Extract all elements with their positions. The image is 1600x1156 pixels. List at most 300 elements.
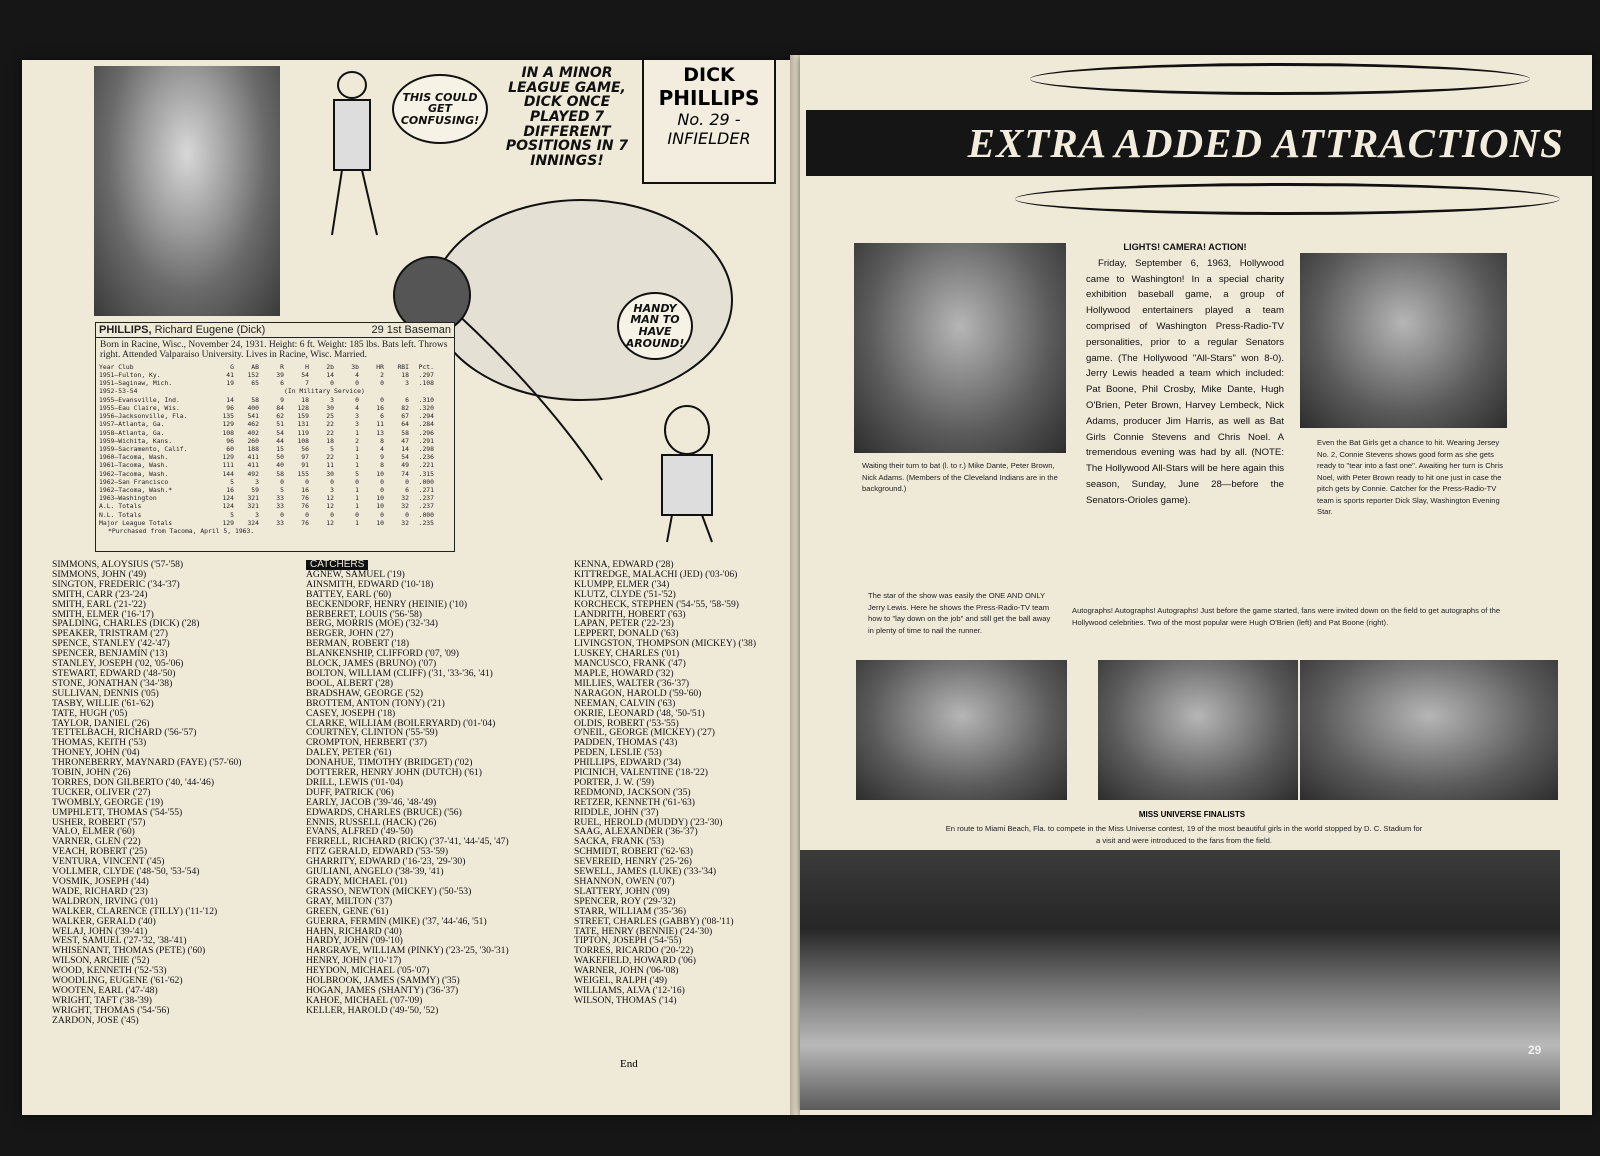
stats-cell: 41 xyxy=(226,371,234,380)
roster-entry: DALEY, PETER ('61) xyxy=(306,748,392,759)
stats-cell: 76 xyxy=(301,494,309,503)
stats-cell: Major League Totals xyxy=(99,518,173,527)
stats-cell: 135 xyxy=(222,412,234,421)
stats-cell: .297 xyxy=(418,371,434,380)
roster-column-3 xyxy=(574,560,790,1006)
stats-cell: .310 xyxy=(418,395,434,404)
stats-cell: 0 xyxy=(380,485,384,494)
stats-row xyxy=(96,437,454,445)
stats-row xyxy=(96,519,454,527)
end-label: End xyxy=(620,1058,638,1070)
stats-cell: 1 xyxy=(355,494,359,503)
stats-cell: .237 xyxy=(418,502,434,511)
roster-entry: SACKA, FRANK ('53) xyxy=(574,837,664,848)
roster-entry: WOOD, KENNETH ('52-'53) xyxy=(52,966,167,977)
stats-cell: 5 xyxy=(355,469,359,478)
catchers-header: CATCHERS xyxy=(306,560,368,570)
roster-entry: GIULIANI, ANGELO ('38-'39, '41) xyxy=(306,867,444,877)
stats-cell: 129 xyxy=(222,453,234,462)
stats-column-header: Year Club xyxy=(99,362,134,371)
stats-cell: 47 xyxy=(401,436,409,445)
stats-cell: 22 xyxy=(326,420,334,429)
stats-cell: 12 xyxy=(326,518,334,527)
stats-cell: 15 xyxy=(276,444,284,453)
story-body: Friday, September 6, 1963, Hollywood came to Washington! In a special charity exhibition baseball game, a group of Hollywood entertainers played a team comprised of Washington Press-Radio-TV personalities, prior to a regular Senators game. (The Hollywood "All-Stars" won 8-0). Jerry Lewis headed a team which included: Pat Boone, Phil Crosby, Mike Dante, Hugh O'Brien, Peter Brown, Harvey Lembeck, Nick Adams, producer Jim Harris, as well as Bat Girls Connie Stevens and Chris Noel. A tremendous evening was had by all. (NOTE: The Hollywood All-Stars will be here again this season, Sunday, June 28—before the Senators-Orioles game). xyxy=(1086,257,1284,506)
roster-entry: TORRES, RICARDO ('20-'22) xyxy=(574,946,694,957)
roster-entry: KLUTZ, CLYDE ('51-'52) xyxy=(574,589,676,600)
roster-entry: DOTTERER, HENRY JOHN (DUTCH) ('61) xyxy=(306,768,482,778)
stats-cell: 1956—Jacksonville, Fla. xyxy=(99,412,188,421)
caption-bat-girls: Even the Bat Girls get a chance to hit. Wearing Jersey No. 2, Connie Stevens shows good form as she gets ready to "tear into a fast one". Awaiting her turn is Chris Noel, with Peter Brown ready to hit one just in case the pitch gets by Connie. Catcher for the Press-Radio-TV team is sports reporter Dick Slay, Washington Evening Star. xyxy=(1317,438,1503,516)
stats-cell: 6 xyxy=(280,379,284,388)
stats-row xyxy=(96,420,454,428)
roster-entry: WALKER, CLARENCE (TILLY) ('11-'12) xyxy=(52,906,218,917)
roster-entry: TATE, HENRY (BENNIE) ('24-'30) xyxy=(574,926,713,937)
stats-cell: 0 xyxy=(330,477,334,486)
stats-cell: 1957—Atlanta, Ga. xyxy=(99,420,165,429)
roster-entry: LEPPERT, DONALD ('63) xyxy=(574,629,679,640)
roster-entry: SINGTON, FREDERIC ('34-'37) xyxy=(52,579,180,590)
stats-row xyxy=(96,445,454,453)
roster-entry: SPEAKER, TRISTRAM ('27) xyxy=(52,629,168,640)
roster-entry: AGNEW, SAMUEL ('19) xyxy=(306,569,405,580)
roster-entry: BLANKENSHIP, CLIFFORD ('07, '09) xyxy=(306,649,459,660)
stats-row xyxy=(96,494,454,502)
roster-entry: TORRES, DON GILBERTO ('40, '44-'46) xyxy=(52,777,215,788)
roster-entry: RUEL, HEROLD (MUDDY) ('23-'30) xyxy=(574,817,723,828)
name-box-line4: INFIELDER xyxy=(667,129,751,148)
stats-cell: 541 xyxy=(247,412,259,421)
roster-entry: PORTER, J. W. ('59) xyxy=(574,777,655,788)
stats-cell: 4 xyxy=(355,403,359,412)
ornament-top xyxy=(1030,63,1530,95)
stats-cell: 11 xyxy=(326,461,334,470)
stats-cell: 50 xyxy=(276,453,284,462)
stats-cell: 4 xyxy=(380,444,384,453)
stats-cell: 10 xyxy=(376,502,384,511)
stats-cell: 119 xyxy=(297,428,309,437)
roster-entry: WARNER, JOHN ('06-'08) xyxy=(574,966,679,977)
photo-autographs-left xyxy=(1098,660,1298,800)
stats-column-header: 2b xyxy=(326,362,334,371)
stats-cell: 0 xyxy=(380,395,384,404)
roster-entry: WAKEFIELD, HOWARD ('06) xyxy=(574,956,696,967)
stats-cell: .108 xyxy=(418,379,434,388)
roster-entry: THOMAS, KEITH ('53) xyxy=(52,738,147,749)
stats-cell: 3 xyxy=(330,395,334,404)
stats-cell: 9 xyxy=(280,395,284,404)
roster-entry: DUFF, PATRICK ('06) xyxy=(306,787,394,798)
stats-cell xyxy=(259,387,284,395)
roster-entry: HARDY, JOHN ('09-'10) xyxy=(306,936,403,947)
roster-entry: HENRY, JOHN ('10-'17) xyxy=(306,956,402,967)
stats-cell: (In Military Service) xyxy=(284,387,365,396)
stats-cell: 402 xyxy=(247,428,259,437)
roster-entry: DONAHUE, TIMOTHY (BRIDGET) ('02) xyxy=(306,758,473,769)
stats-cell: 58 xyxy=(276,469,284,478)
roster-entry: STEWART, EDWARD ('48-'50) xyxy=(52,668,176,679)
stats-cell: 16 xyxy=(301,485,309,494)
roster-entry: VALO, ELMER ('60) xyxy=(52,827,135,838)
roster-entry: SPENCER, BENJAMIN ('13) xyxy=(52,649,168,660)
roster-entry: SMITH, EARL ('21-'22) xyxy=(52,599,146,610)
stats-cell: 22 xyxy=(326,428,334,437)
stats-cell: 1 xyxy=(355,518,359,527)
right-page xyxy=(800,55,1592,1115)
roster-entry: LUSKEY, CHARLES ('01) xyxy=(574,649,680,660)
stats-cell: 131 xyxy=(297,420,309,429)
stats-cell xyxy=(384,387,409,395)
stats-footnote: *Purchased from Tacoma, April 5, 1963. xyxy=(108,526,255,535)
stats-cell: .235 xyxy=(418,518,434,527)
stats-cell: 8 xyxy=(380,436,384,445)
stats-cell: .294 xyxy=(418,412,434,421)
roster-entry: BERBERET, LOUIS ('56-'58) xyxy=(306,609,422,620)
stats-cell: 2 xyxy=(355,436,359,445)
stats-cell: N.L. Totals xyxy=(99,510,142,519)
stats-cell: 25 xyxy=(326,412,334,421)
roster-entry: TASBY, WILLIE ('61-'62) xyxy=(52,698,154,709)
roster-entry: BOOL, ALBERT ('28) xyxy=(306,678,394,689)
stats-cell: 0 xyxy=(280,477,284,486)
stats-cell: .320 xyxy=(418,403,434,412)
stats-cell: 11 xyxy=(376,420,384,429)
roster-entry: KAHOE, MICHAEL ('07-'09) xyxy=(306,995,423,1006)
stats-cell: 152 xyxy=(247,371,259,380)
roster-entry: BERGER, JOHN ('27) xyxy=(306,629,394,640)
roster-entry: VARNER, GLEN ('22) xyxy=(52,837,141,848)
roster-entry: COURTNEY, CLINTON ('55-'59) xyxy=(306,728,438,739)
stats-cell: 10 xyxy=(376,518,384,527)
stats-cell: 188 xyxy=(247,444,259,453)
stats-cell: .315 xyxy=(418,469,434,478)
stats-cell: 0 xyxy=(280,510,284,519)
stats-cell: 1961—Tacoma, Wash. xyxy=(99,461,169,470)
stats-cell: 40 xyxy=(276,461,284,470)
stats-column-header: 3b xyxy=(351,362,359,371)
stats-cell: 1955—Eau Claire, Wis. xyxy=(99,403,180,412)
stats-column-header: AB xyxy=(251,362,259,371)
stats-cell: 7 xyxy=(305,379,309,388)
roster-entry: SPALDING, CHARLES (DICK) ('28) xyxy=(52,619,200,630)
roster-entry: BLOCK, JAMES (BRUNO) ('07) xyxy=(306,659,437,669)
stats-cell: 18 xyxy=(326,436,334,445)
stats-cell: 0 xyxy=(380,510,384,519)
stats-cell: 128 xyxy=(297,403,309,412)
stats-cell: 4 xyxy=(355,371,359,380)
stats-cell: 6 xyxy=(405,485,409,494)
roster-entry: SEWELL, JAMES (LUKE) ('33-'34) xyxy=(574,867,717,877)
roster-entry: SIMMONS, JOHN ('49) xyxy=(52,569,147,580)
stats-cell: 0 xyxy=(305,477,309,486)
stats-cell: 0 xyxy=(355,510,359,519)
roster-entry: BERMAN, ROBERT ('18) xyxy=(306,639,410,650)
stats-cell: 1960—Tacoma, Wash. xyxy=(99,453,169,462)
stats-cell: 260 xyxy=(247,436,259,445)
stats-row xyxy=(96,396,454,404)
stats-cell: 56 xyxy=(301,444,309,453)
roster-entry: TIPTON, JOSEPH ('54-'55) xyxy=(574,936,682,947)
stats-cell: 32 xyxy=(401,502,409,511)
title-banner xyxy=(806,110,1592,176)
stats-row xyxy=(96,470,454,478)
roster-entry: BRADSHAW, GEORGE ('52) xyxy=(306,688,424,699)
roster-entry: SHANNON, OWEN ('07) xyxy=(574,877,675,887)
stats-cell: 18 xyxy=(401,371,409,380)
stats-cell: 32 xyxy=(401,494,409,503)
stats-cell: 0 xyxy=(330,379,334,388)
stats-cell: 0 xyxy=(355,379,359,388)
roster-entry: PICINICH, VALENTINE ('18-'22) xyxy=(574,768,708,778)
stats-cell: 0 xyxy=(380,379,384,388)
roster-entry: VENTURA, VINCENT ('45) xyxy=(52,857,165,868)
stats-cell: 1962—Tacoma, Wash. xyxy=(99,469,169,478)
roster-entry: SEVEREID, HENRY ('25-'26) xyxy=(574,857,692,868)
roster-entry: WEST, SAMUEL ('27-'32, '38-'41) xyxy=(52,936,187,947)
story-head: LIGHTS! CAMERA! ACTION! xyxy=(1123,242,1247,252)
roster-entry: EVANS, ALFRED ('49-'50) xyxy=(306,827,413,838)
stats-cell: 492 xyxy=(247,469,259,478)
roster-entry: HOGAN, JAMES (SHANTY) ('36-'37) xyxy=(306,985,459,996)
roster-entry: HEYDON, MICHAEL ('05-'07) xyxy=(306,966,430,977)
roster-entry: ZARDON, JOSE ('45) xyxy=(52,1015,139,1026)
roster-entry: BECKENDORF, HENRY (HEINIE) ('10) xyxy=(306,599,468,610)
roster-entry: FITZ GERALD, EDWARD ('53-'59) xyxy=(306,847,449,858)
stats-cell: 5 xyxy=(330,444,334,453)
roster-entry: THRONEBERRY, MAYNARD (FAYE) ('57-'60) xyxy=(52,758,242,769)
roster-entry: STREET, CHARLES (GABBY) ('08-'11) xyxy=(574,916,734,927)
roster-entry: SMITH, CARR ('23-'24) xyxy=(52,589,148,600)
roster-entry: SMITH, ELMER ('16-'17) xyxy=(52,609,154,620)
roster-entry: WILLIAMS, ALVA ('12-'16) xyxy=(574,985,685,996)
stats-cell: 14 xyxy=(226,395,234,404)
roster-entry: GRASSO, NEWTON (MICKEY) ('50-'53) xyxy=(306,886,472,897)
stats-row xyxy=(96,387,454,395)
stats-table xyxy=(96,363,454,527)
stats-header xyxy=(96,323,454,338)
miss-universe-title: MISS UNIVERSE FINALISTS xyxy=(1138,810,1246,819)
stats-cell: 64 xyxy=(401,420,409,429)
stats-cell: 5 xyxy=(230,477,234,486)
stats-cell: A.L. Totals xyxy=(99,502,142,511)
stats-cell: .298 xyxy=(418,444,434,453)
roster-entry: O'NEIL, GEORGE (MICKEY) ('27) xyxy=(574,728,715,739)
roster-entry: VOSMIK, JOSEPH ('44) xyxy=(52,877,149,887)
stats-cell: 58 xyxy=(251,395,259,404)
roster-entry: KELLER, HAROLD ('49-'50, '52) xyxy=(306,1005,439,1016)
stats-cell: .296 xyxy=(418,428,434,437)
roster-entry: PHILLIPS, EDWARD ('34) xyxy=(574,758,681,769)
roster-entry: TOBIN, JOHN ('26) xyxy=(52,768,131,778)
roster-entry: WOOTEN, EARL ('47-'48) xyxy=(52,985,158,996)
stats-cell: 1 xyxy=(355,502,359,511)
stats-cell: 124 xyxy=(222,494,234,503)
photo-bat-girls xyxy=(1300,253,1507,428)
photo-autographs-right xyxy=(1300,660,1558,800)
stats-cell: 411 xyxy=(247,461,259,470)
stats-cell: 111 xyxy=(222,461,234,470)
stats-cell: .000 xyxy=(418,510,434,519)
stats-cell: 3 xyxy=(355,420,359,429)
stats-cell: .291 xyxy=(418,436,434,445)
caption-autographs: Autographs! Autographs! Autographs! Just before the game started, fans were invited down on the field to get autographs of the Hollywood celebrities. Two of the most popular were Hugh O'Brien (left) and Pat Boone (right). xyxy=(1072,606,1501,627)
stats-cell: 0 xyxy=(355,395,359,404)
roster-entry: TETTELBACH, RICHARD ('56-'57) xyxy=(52,728,197,739)
roster-entry: MAPLE, HOWARD ('32) xyxy=(574,668,674,679)
caption-jerry-lewis: The star of the show was easily the ONE AND ONLY Jerry Lewis. Here he shows the Press-Radio-TV team how to "lay down on the job" and still get the ball away in plenty of time to nail the runner. xyxy=(868,591,1051,635)
roster-entry: GREEN, GENE ('61) xyxy=(306,906,389,917)
stats-cell: 1962—San Francisco xyxy=(99,477,169,486)
stats-cell: 3 xyxy=(255,510,259,519)
photo-miss-universe-finalists xyxy=(800,850,1560,1110)
roster-entry: LAPAN, PETER ('22-'23) xyxy=(574,619,674,630)
stats-cell: 59 xyxy=(251,485,259,494)
roster-entry: VEACH, ROBERT ('25) xyxy=(52,847,148,858)
stats-cell xyxy=(409,387,434,395)
stats-cell: 1 xyxy=(355,453,359,462)
stats-cell: .284 xyxy=(418,420,434,429)
stats-cell: 39 xyxy=(276,371,284,380)
stats-cell: 1 xyxy=(355,444,359,453)
stats-cell: 12 xyxy=(326,502,334,511)
stats-name-bold: PHILLIPS, xyxy=(99,324,152,336)
roster-entry: OLDIS, ROBERT ('53-'55) xyxy=(574,718,679,729)
roster-entry: PEDEN, LESLIE ('53) xyxy=(574,748,662,759)
stats-cell: .221 xyxy=(418,461,434,470)
stats-row xyxy=(96,461,454,469)
stats-cell: 12 xyxy=(326,494,334,503)
roster-entry: BOLTON, WILLIAM (CLIFF) ('31, '33-'36, '41) xyxy=(306,668,493,679)
roster-entry: BROTTEM, ANTON (TONY) ('21) xyxy=(306,698,445,709)
roster-entry: REDMOND, JACKSON ('35) xyxy=(574,787,691,798)
roster-entry: TAYLOR, DANIEL ('26) xyxy=(52,718,150,729)
roster-column-1 xyxy=(52,560,302,1026)
roster-entry: KENNA, EDWARD ('28) xyxy=(574,560,674,570)
stats-cell: 324 xyxy=(247,518,259,527)
stats-column-header: RBI xyxy=(397,362,409,371)
stats-cell: 155 xyxy=(297,469,309,478)
stats-cell: 16 xyxy=(226,485,234,494)
stats-cell: 5 xyxy=(230,510,234,519)
photo-players-waiting xyxy=(854,243,1066,453)
roster-entry: WEIGEL, RALPH ('49) xyxy=(574,976,668,986)
stats-cell: 0 xyxy=(305,510,309,519)
stats-row xyxy=(96,502,454,510)
roster-entry: GRAY, MILTON ('37) xyxy=(306,896,393,907)
stats-cell: 0 xyxy=(405,477,409,486)
stats-cell: 54 xyxy=(276,428,284,437)
roster-entry: STONE, JONATHAN ('34-'38) xyxy=(52,678,173,689)
roster-entry: KLUMPP, ELMER ('34) xyxy=(574,579,670,590)
stats-cell: 129 xyxy=(222,518,234,527)
stats-cell: 9 xyxy=(380,453,384,462)
banner-title: EXTRA ADDED ATTRACTIONS xyxy=(967,120,1564,166)
stats-name-rest: Richard Eugene (Dick) xyxy=(154,324,266,336)
stats-column-header: R xyxy=(280,362,284,371)
stats-cell: 84 xyxy=(276,403,284,412)
stats-cell: 1 xyxy=(355,461,359,470)
stats-cell: 49 xyxy=(401,461,409,470)
stats-cell: 10 xyxy=(376,469,384,478)
stats-cell: 74 xyxy=(401,469,409,478)
stats-cell: 1951—Saginaw, Mich. xyxy=(99,379,173,388)
stats-bio: Born in Racine, Wisc., November 24, 1931. Height: 6 ft. Weight: 185 lbs. Bats left. Throws right. Attended Valparaiso University. Lives in Racine, Wisc. Married. xyxy=(100,340,448,361)
player-stats-box xyxy=(95,322,455,552)
ornament-bottom xyxy=(1015,183,1560,215)
stats-number-position: 29 1st Baseman xyxy=(371,324,451,336)
stats-row xyxy=(96,478,454,486)
roster-entry: WRIGHT, TAFT ('38-'39) xyxy=(52,995,152,1006)
stats-column-header: Pct. xyxy=(418,362,434,371)
stats-cell: 144 xyxy=(222,469,234,478)
stats-cell: 3 xyxy=(355,412,359,421)
stats-cell xyxy=(234,387,259,395)
stats-cell: 400 xyxy=(247,403,259,412)
roster-entry: WRIGHT, THOMAS ('54-'56) xyxy=(52,1005,170,1016)
stats-cell: 22 xyxy=(326,453,334,462)
stats-cell: 54 xyxy=(401,453,409,462)
roster-entry: USHER, ROBERT ('57) xyxy=(52,817,146,828)
stats-cell: 33 xyxy=(276,494,284,503)
stats-column-header: H xyxy=(305,362,309,371)
roster-entry: DRILL, LEWIS ('01-'04) xyxy=(306,777,403,788)
roster-entry: GHARRITY, EDWARD ('16-'23, '29-'30) xyxy=(306,857,466,868)
stats-column-header-row xyxy=(96,363,454,371)
stats-cell: 10 xyxy=(376,494,384,503)
roster-entry: OKRIE, LEONARD ('48, '50-'51) xyxy=(574,708,705,719)
stats-cell: 14 xyxy=(401,444,409,453)
stats-cell: 67 xyxy=(401,412,409,421)
stats-cell xyxy=(309,387,334,395)
stats-cell: 3 xyxy=(255,477,259,486)
roster-entry: RETZER, KENNETH ('61-'63) xyxy=(574,797,695,808)
roster-entry: TWOMBLY, GEORGE ('19) xyxy=(52,797,164,808)
stats-column-header: G xyxy=(230,362,234,371)
stats-cell: 159 xyxy=(297,412,309,421)
roster-entry: WALKER, GERALD ('40) xyxy=(52,916,156,927)
speech-bubble-bottom xyxy=(617,292,693,360)
stats-cell: 0 xyxy=(405,510,409,519)
stats-cell: 30 xyxy=(326,403,334,412)
stats-cell: 1955—Evansville, Ind. xyxy=(99,395,180,404)
roster-entry: WHISENANT, THOMAS (PETE) ('60) xyxy=(52,946,206,957)
roster-column-2 xyxy=(306,560,556,1016)
stats-cell: 1952-53-54 xyxy=(99,387,138,396)
roster-entry: KITTREDGE, MALACHI (JED) ('03-'06) xyxy=(574,569,738,580)
roster-entry: MILLIES, WALTER ('36-'37) xyxy=(574,678,690,689)
stats-cell: 321 xyxy=(247,502,259,511)
stats-cell: 14 xyxy=(326,371,334,380)
stats-cell: .237 xyxy=(418,494,434,503)
stats-cell: 1 xyxy=(355,485,359,494)
stats-cell: 62 xyxy=(276,412,284,421)
cartoon-caption-text: IN A MINOR LEAGUE GAME, DICK ONCE PLAYED 7 DIFFERENT POSITIONS IN 7 INNINGS! xyxy=(505,65,629,170)
roster-entry: CASEY, JOSEPH ('18) xyxy=(306,708,396,719)
name-box-line1: DICK xyxy=(683,64,735,86)
stats-cell: 462 xyxy=(247,420,259,429)
roster-entry: BERG, MORRIS (MOE) ('32-'34) xyxy=(306,619,438,630)
roster-entry: LIVINGSTON, THOMPSON (MICKEY) ('38) xyxy=(574,639,757,650)
stats-cell: 58 xyxy=(401,428,409,437)
name-box-line2: PHILLIPS xyxy=(658,86,760,110)
roster-entry: EARLY, JACOB ('39-'46, '48-'49) xyxy=(306,797,437,808)
stats-row xyxy=(96,404,454,412)
stats-cell: 97 xyxy=(301,453,309,462)
roster-entry: STARR, WILLIAM ('35-'36) xyxy=(574,906,687,917)
stats-cell: 5 xyxy=(280,485,284,494)
stats-cell: 321 xyxy=(247,494,259,503)
stats-cell: 13 xyxy=(376,428,384,437)
